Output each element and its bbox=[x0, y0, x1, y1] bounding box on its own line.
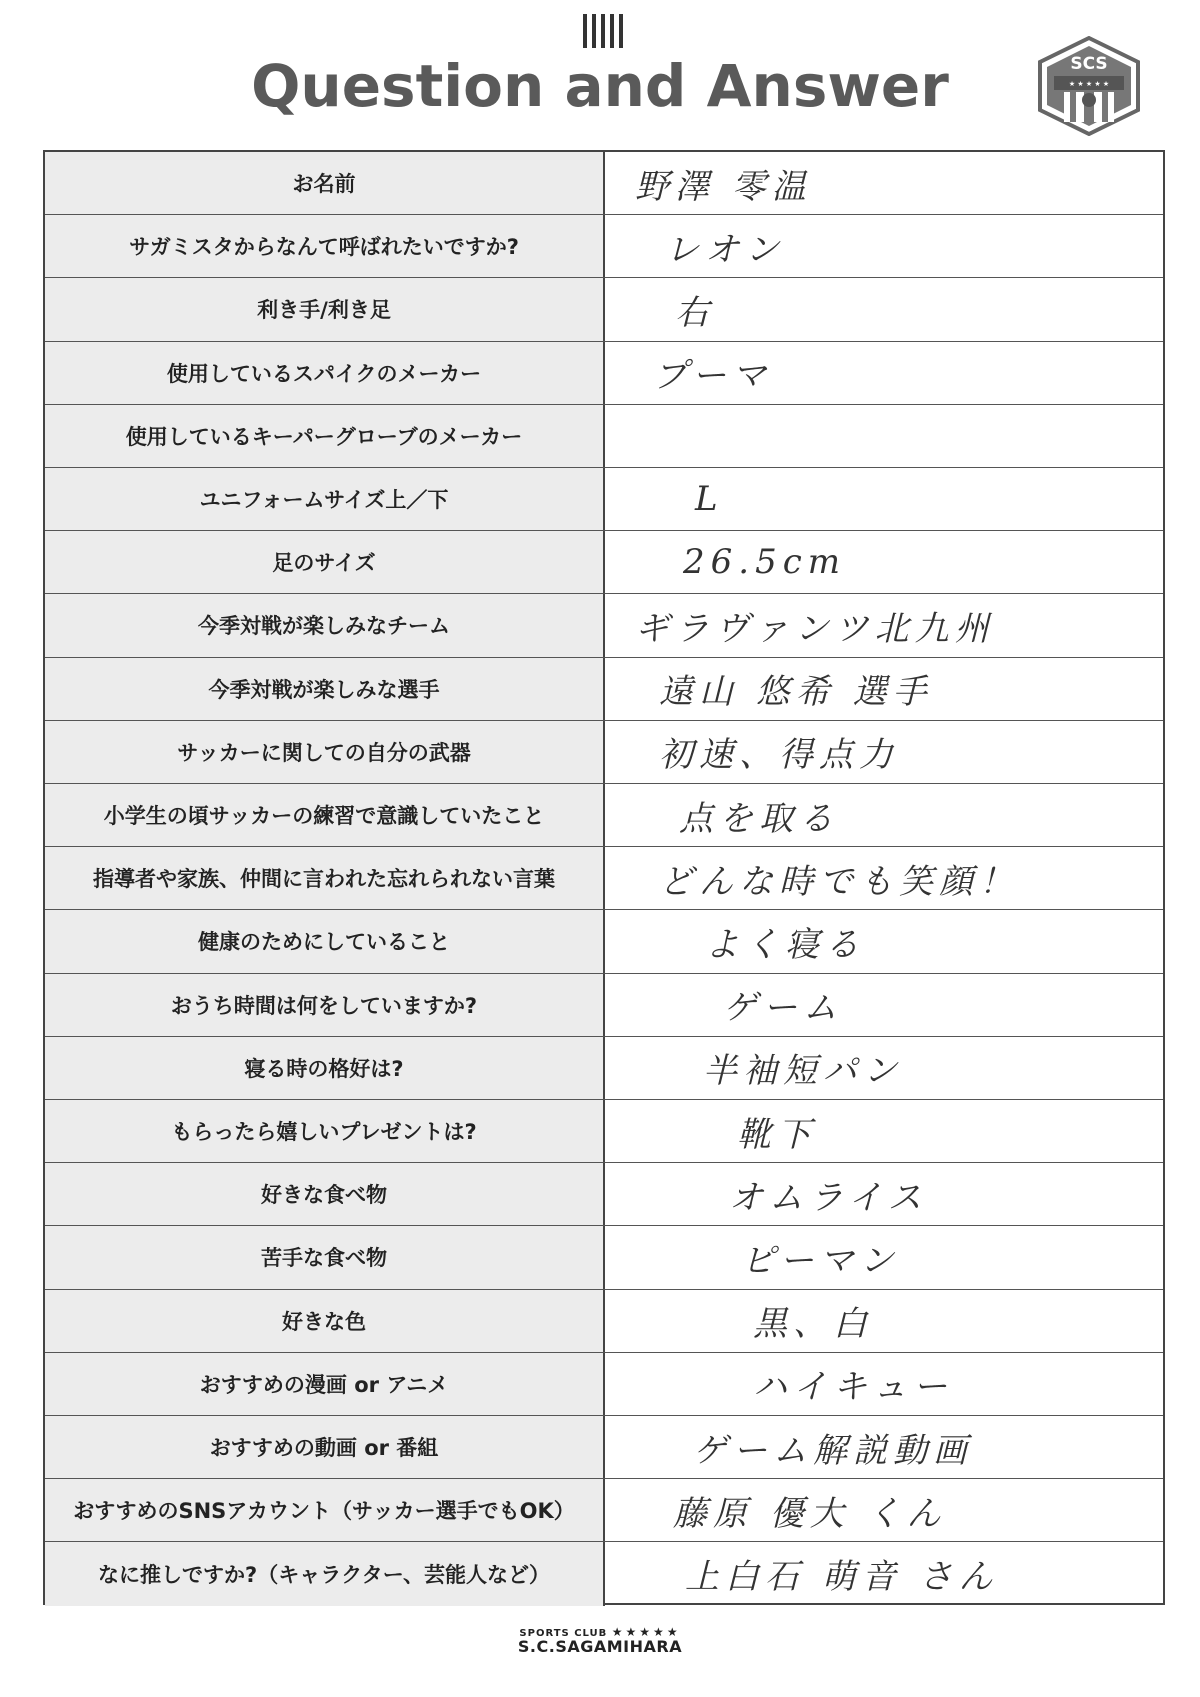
table-row bbox=[45, 1542, 1163, 1605]
table-row bbox=[45, 721, 1163, 784]
answer-cell: 26.5cm bbox=[683, 542, 846, 583]
answer-cell: 靴下 bbox=[737, 1114, 817, 1155]
question-cell: 苦手な食べ物 bbox=[45, 1226, 605, 1288]
answer-cell: 野澤 零温 bbox=[635, 166, 812, 207]
table-row bbox=[45, 658, 1163, 721]
table-row bbox=[45, 974, 1163, 1037]
table-row bbox=[45, 910, 1163, 973]
question-cell: 利き手/利き足 bbox=[45, 278, 605, 340]
answer-cell: どんな時でも笑顔！ bbox=[659, 861, 1019, 902]
question-cell: おすすめの漫画 or アニメ bbox=[45, 1353, 605, 1415]
question-cell: 使用しているキーパーグローブのメーカー bbox=[45, 405, 605, 467]
emblem-text: SCS bbox=[1070, 54, 1108, 74]
answer-cell: ピーマン bbox=[741, 1240, 900, 1281]
answer-cell: よく寝る bbox=[705, 924, 865, 965]
table-row bbox=[45, 1479, 1163, 1542]
table-row bbox=[45, 784, 1163, 847]
question-cell: 好きな色 bbox=[45, 1290, 605, 1352]
question-cell: 寝る時の格好は? bbox=[45, 1037, 605, 1099]
answer-cell: 藤原 優大 くん bbox=[673, 1493, 947, 1534]
question-cell: 今季対戦が楽しみなチーム bbox=[45, 594, 605, 656]
table-row bbox=[45, 594, 1163, 657]
table-row bbox=[45, 152, 1163, 215]
question-cell: 足のサイズ bbox=[45, 531, 605, 593]
question-cell: 今季対戦が楽しみな選手 bbox=[45, 658, 605, 720]
answer-cell: ハイキュー bbox=[753, 1367, 953, 1408]
answer-cell: ゲーム解説動画 bbox=[693, 1430, 973, 1471]
table-row bbox=[45, 342, 1163, 405]
table-row bbox=[45, 1416, 1163, 1479]
page-title: Question and Answer bbox=[251, 52, 949, 120]
footer-club-name: S.C.SAGAMIHARA bbox=[517, 1637, 683, 1656]
answer-cell: プーマ bbox=[653, 356, 772, 397]
answer-cell bbox=[605, 405, 1163, 467]
answer-cell: 初速、得点力 bbox=[659, 735, 899, 776]
svg-text:★ ★ ★ ★ ★: ★ ★ ★ ★ ★ bbox=[1068, 80, 1110, 88]
question-cell: もらったら嬉しいプレゼントは? bbox=[45, 1100, 605, 1162]
question-cell: 好きな食べ物 bbox=[45, 1163, 605, 1225]
table-row bbox=[45, 531, 1163, 594]
club-emblem-icon bbox=[1034, 36, 1144, 136]
question-cell: お名前 bbox=[45, 152, 605, 214]
table-row bbox=[45, 468, 1163, 531]
answer-cell: オムライス bbox=[729, 1177, 928, 1218]
question-cell: ユニフォームサイズ上／下 bbox=[45, 468, 605, 530]
question-cell: サガミスタからなんて呼ばれたいですか? bbox=[45, 215, 605, 277]
question-cell: おすすめのSNSアカウント（サッカー選手でもOK） bbox=[45, 1479, 605, 1541]
answer-cell: 黒、白 bbox=[753, 1304, 873, 1345]
table-row bbox=[45, 1037, 1163, 1100]
answer-cell: 半袖短パン bbox=[703, 1051, 903, 1092]
question-cell: なに推しですか?（キャラクター、芸能人など） bbox=[45, 1542, 605, 1605]
table-row bbox=[45, 1226, 1163, 1289]
top-tally-marks bbox=[583, 14, 623, 48]
table-row bbox=[45, 405, 1163, 468]
answer-cell: 遠山 悠希 選手 bbox=[659, 672, 933, 713]
answer-cell: ギラヴァンツ北九州 bbox=[635, 608, 995, 649]
question-cell: おすすめの動画 or 番組 bbox=[45, 1416, 605, 1478]
answer-cell: レオン bbox=[665, 229, 785, 270]
footer-brand bbox=[0, 1625, 1200, 1656]
table-row bbox=[45, 1290, 1163, 1353]
table-row bbox=[45, 847, 1163, 910]
qa-table bbox=[43, 150, 1165, 1605]
question-cell: 小学生の頃サッカーの練習で意識していたこと bbox=[45, 784, 605, 846]
table-row bbox=[45, 1163, 1163, 1226]
answer-cell: ゲーム bbox=[723, 988, 843, 1029]
table-row bbox=[45, 278, 1163, 341]
question-cell: 使用しているスパイクのメーカー bbox=[45, 342, 605, 404]
table-row bbox=[45, 215, 1163, 278]
answer-cell: 点を取る bbox=[679, 798, 839, 839]
question-cell: 指導者や家族、仲間に言われた忘れられない言葉 bbox=[45, 847, 605, 909]
question-cell: サッカーに関しての自分の武器 bbox=[45, 721, 605, 783]
question-cell: おうち時間は何をしていますか? bbox=[45, 974, 605, 1036]
question-cell: 健康のためにしていること bbox=[45, 910, 605, 972]
answer-cell: 上白石 萌音 さん bbox=[685, 1557, 999, 1598]
answer-cell: 右 bbox=[675, 292, 715, 333]
footer-sports-club: SPORTS CLUB ★★★★★ bbox=[519, 1625, 681, 1639]
table-row bbox=[45, 1100, 1163, 1163]
answer-cell: L bbox=[695, 479, 724, 520]
table-row bbox=[45, 1353, 1163, 1416]
